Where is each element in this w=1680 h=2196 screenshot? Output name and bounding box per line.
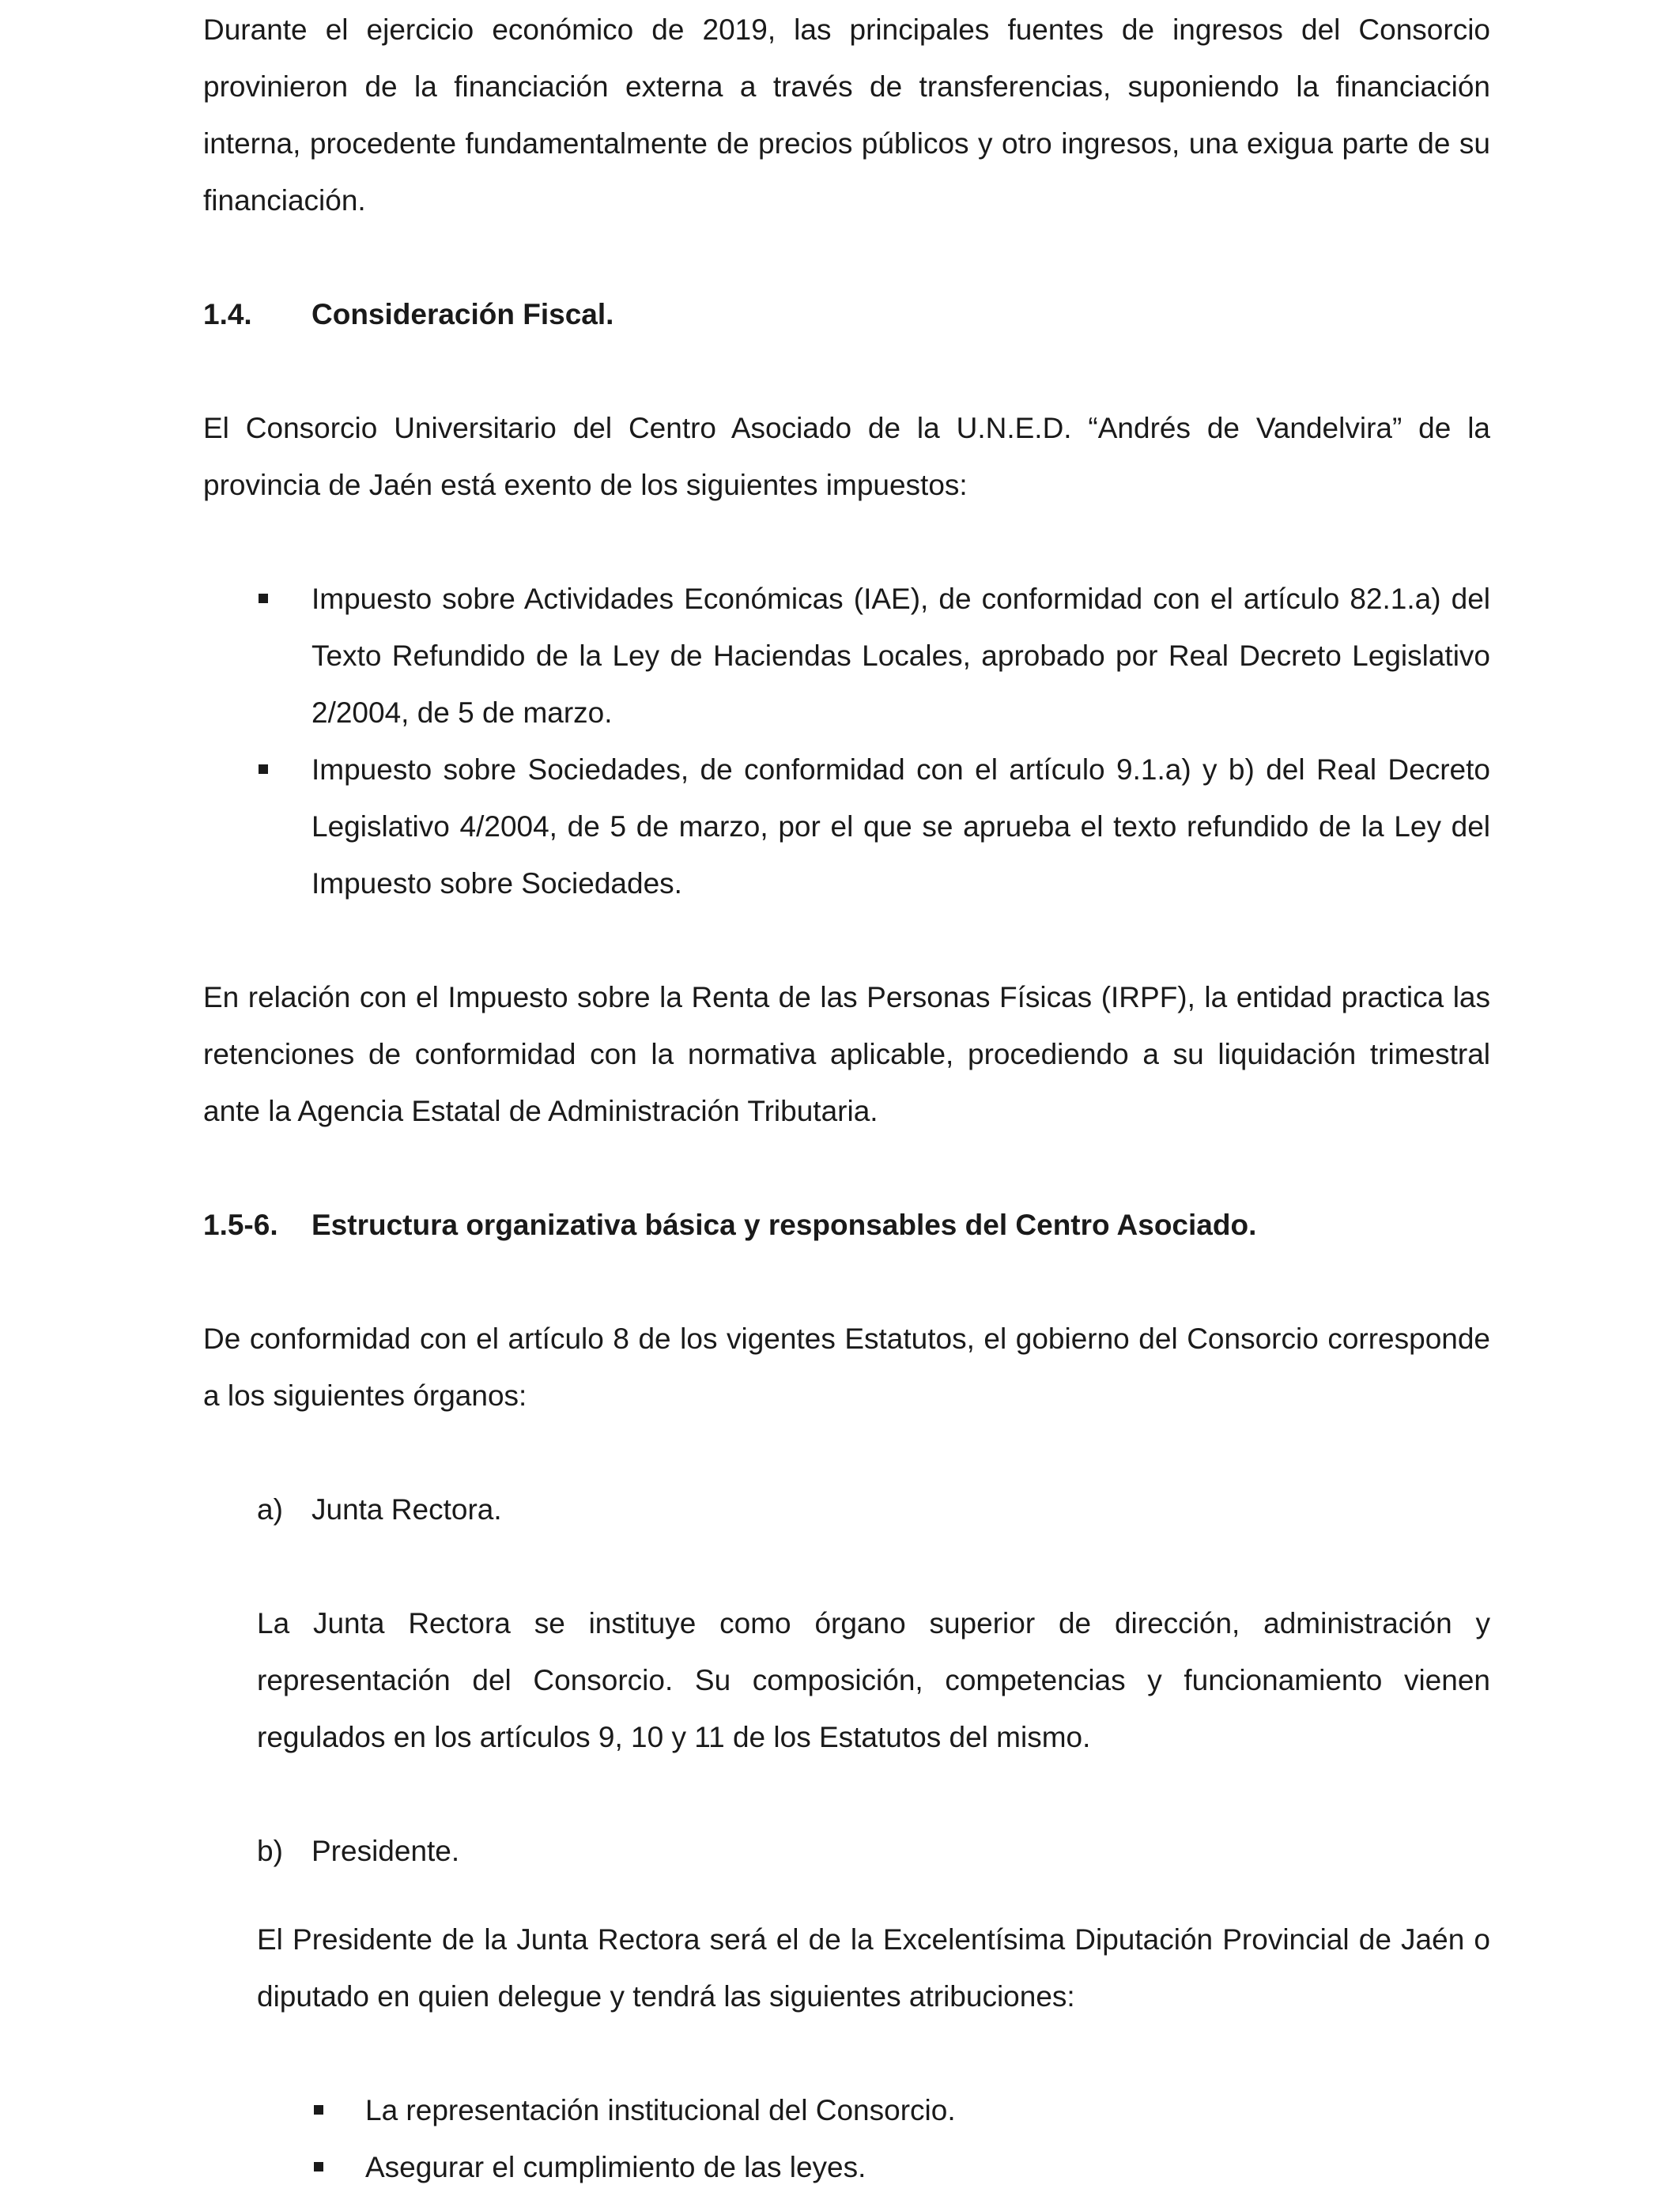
- section-title: Estructura organizativa básica y responsables del Centro Asociado.: [311, 1209, 1257, 1241]
- list-item-text: Asegurar el cumplimiento de las leyes.: [365, 2151, 866, 2183]
- section-heading-1-5-6: [203, 1197, 1490, 1254]
- section-title: Consideración Fiscal.: [311, 298, 614, 330]
- list-item-text: Impuesto sobre Actividades Económicas (IAE), de conformidad con el artículo 82.1.a) del Texto Refundido de la Ley de Haciendas Locales, aprobado por Real Decreto Legislativo 2/2004, de 5 de marzo.: [311, 583, 1490, 729]
- bullet-square-icon: [314, 2162, 323, 2171]
- item-label: b): [257, 1835, 283, 1867]
- list-item: [203, 571, 1490, 741]
- bullet-square-icon: [314, 2105, 323, 2115]
- list-item-text: La representación institucional del Consorcio.: [365, 2094, 956, 2126]
- organ-a-block: [203, 1481, 1490, 2196]
- junta-rectora-paragraph: La Junta Rectora se instituye como órgano superior de dirección, administración y representación del Consorcio. Su composición, competencias y funcionamiento vienen regulados en los artículos 9, 10 y 11 de los Estatutos del mismo.: [257, 1607, 1490, 1753]
- presidente-attributions-list: [257, 2082, 1490, 2196]
- organ-b-heading: [257, 1823, 1490, 1880]
- tax-exemption-list: [203, 571, 1490, 912]
- fiscal-paragraph: El Consorcio Universitario del Centro Asociado de la U.N.E.D. “Andrés de Vandelvira” de la provincia de Jaén está exento de los siguientes impuestos:: [203, 412, 1490, 501]
- item-title: Junta Rectora.: [311, 1493, 502, 1526]
- section-number: 1.5-6.: [203, 1209, 278, 1241]
- irpf-paragraph: En relación con el Impuesto sobre la Renta de las Personas Físicas (IRPF), la entidad practica las retenciones de conformidad con la normativa aplicable, procediendo a su liquidación trimestral ante la Agencia Estatal de Administración Tributaria.: [203, 981, 1490, 1127]
- bullet-square-icon: [259, 764, 268, 774]
- list-item-text: Impuesto sobre Sociedades, de conformidad con el artículo 9.1.a) y b) del Real Decreto Legislativo 4/2004, de 5 de marzo, por el que se aprueba el texto refundido de la Ley del Impuesto sobre Sociedades.: [311, 753, 1490, 900]
- intro-paragraph: Durante el ejercicio económico de 2019, las principales fuentes de ingresos del Consorcio provinieron de la financiación externa a través de transferencias, suponiendo la financiación interna, procedente fundamentalmente de precios públicos y otro ingresos, una exigua parte de su financiación.: [203, 13, 1490, 217]
- item-label: a): [257, 1493, 283, 1526]
- list-item: [257, 2139, 1490, 2196]
- item-title: Presidente.: [311, 1835, 460, 1867]
- section-number: 1.4.: [203, 298, 252, 330]
- bullet-square-icon: [259, 594, 268, 603]
- list-item: [257, 2082, 1490, 2139]
- governance-paragraph: De conformidad con el artículo 8 de los vigentes Estatutos, el gobierno del Consorcio corresponde a los siguientes órganos:: [203, 1323, 1490, 1412]
- organ-a-heading: [257, 1481, 1490, 1538]
- section-heading-1-4: [203, 286, 1490, 343]
- presidente-paragraph: El Presidente de la Junta Rectora será el de la Excelentísima Diputación Provincial de Jaén o diputado en quien delegue y tendrá las siguientes atribuciones:: [257, 1923, 1490, 2013]
- list-item: [203, 741, 1490, 912]
